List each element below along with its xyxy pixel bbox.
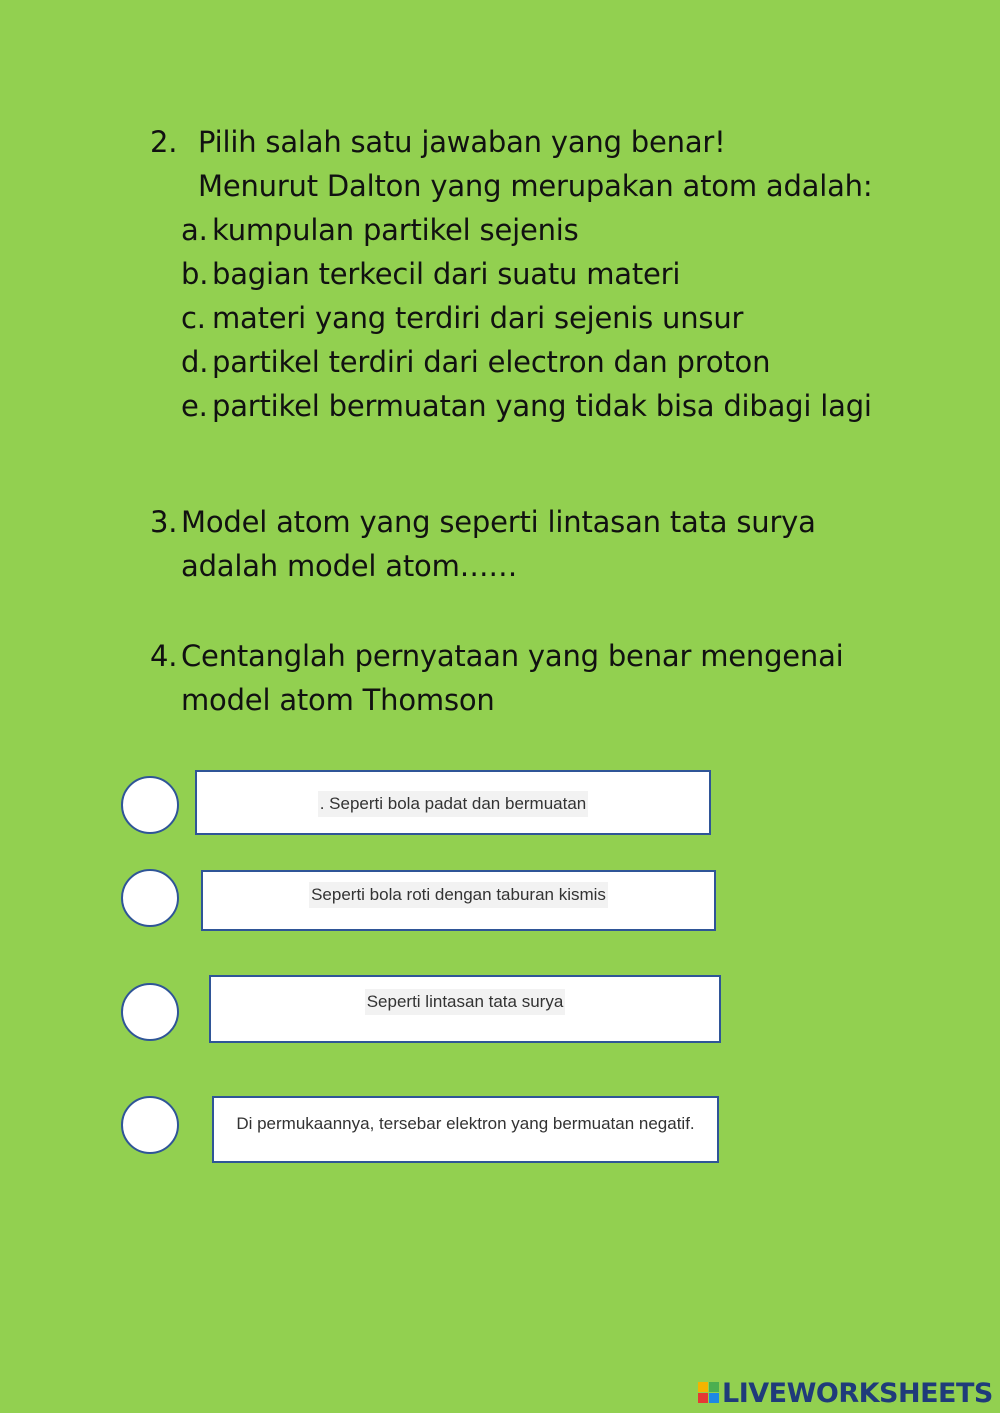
- q2-option-d-letter: d.: [181, 345, 209, 379]
- q2-option-c-letter: c.: [181, 301, 206, 335]
- q4-line1: Centanglah pernyataan yang benar mengenai: [181, 639, 844, 673]
- q2-option-a-text: kumpulan partikel sejenis: [212, 213, 579, 247]
- liveworksheets-logo-text: LIVEWORKSHEETS: [722, 1377, 993, 1409]
- q3-number: 3.: [150, 505, 178, 539]
- q3-line1: Model atom yang seperti lintasan tata surya: [181, 505, 816, 539]
- choice-4-text: Di permukaannya, tersebar elektron yang bermuatan negatif.: [236, 1114, 695, 1133]
- q2-option-b-text: bagian terkecil dari suatu materi: [212, 257, 681, 291]
- choice-3-checkbox[interactable]: [121, 983, 179, 1041]
- liveworksheets-logo: [698, 1376, 993, 1410]
- q3-line2: adalah model atom……: [181, 549, 518, 583]
- choice-1-box: [195, 770, 711, 835]
- q2-option-d-text: partikel terdiri dari electron dan proton: [212, 345, 771, 379]
- q2-option-e-letter: e.: [181, 389, 208, 423]
- choice-2-box: [201, 870, 716, 931]
- choice-4-checkbox[interactable]: [121, 1096, 179, 1154]
- q2-option-b-letter: b.: [181, 257, 209, 291]
- choice-2-text: Seperti bola roti dengan taburan kismis: [309, 882, 608, 908]
- choice-4-box: [212, 1096, 719, 1163]
- choice-2-checkbox[interactable]: [121, 869, 179, 927]
- choice-3-box: [209, 975, 721, 1043]
- q2-number: 2.: [150, 125, 178, 159]
- q2-option-c-text: materi yang terdiri dari sejenis unsur: [212, 301, 744, 335]
- q2-option-a-letter: a.: [181, 213, 208, 247]
- q4-number: 4.: [150, 639, 178, 673]
- liveworksheets-logo-icon: [698, 1382, 720, 1404]
- q4-line2: model atom Thomson: [181, 683, 495, 717]
- choice-1-checkbox[interactable]: [121, 776, 179, 834]
- choice-3-text: Seperti lintasan tata surya: [365, 989, 566, 1015]
- choice-1-text: . Seperti bola padat dan bermuatan: [318, 791, 589, 817]
- q2-title: Pilih salah satu jawaban yang benar!: [198, 125, 726, 159]
- q2-option-e-text: partikel bermuatan yang tidak bisa dibagi lagi: [212, 389, 872, 423]
- q2-stem: Menurut Dalton yang merupakan atom adalah:: [198, 169, 873, 203]
